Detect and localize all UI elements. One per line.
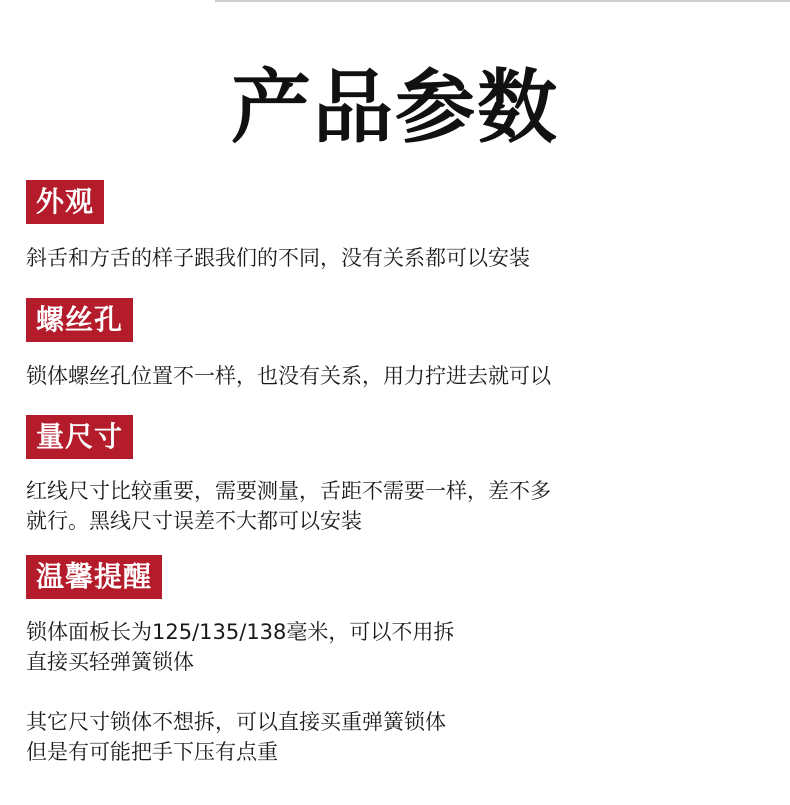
body-line: 直接买轻弹簧锁体: [26, 650, 194, 674]
top-divider: [215, 0, 790, 2]
section-label-screw-holes: 螺丝孔: [26, 298, 133, 342]
section-body-reminder: [26, 617, 766, 767]
section-label-appearance: 外观: [26, 180, 104, 224]
body-line: 但是有可能把手下压有点重: [26, 740, 278, 764]
section-body-appearance: [26, 243, 766, 273]
body-line: 就行。黑线尺寸误差不大都可以安装: [26, 509, 362, 533]
section-body-screw-holes: [26, 361, 766, 391]
body-line: 锁体螺丝孔位置不一样，也没有关系，用力拧进去就可以: [26, 364, 551, 388]
section-label-measure: 量尺寸: [26, 415, 133, 459]
body-line: 红线尺寸比较重要，需要测量，舌距不需要一样，差不多: [26, 479, 551, 503]
body-line: 锁体面板长为125/135/138毫米，可以不用拆: [26, 620, 455, 644]
body-line: 其它尺寸锁体不想拆，可以直接买重弹簧锁体: [26, 710, 446, 734]
paragraph-gap: [26, 677, 766, 707]
page-title: 产品参数: [231, 61, 559, 154]
body-line: 斜舌和方舌的样子跟我们的不同，没有关系都可以安装: [26, 246, 530, 270]
section-body-measure: [26, 476, 766, 536]
section-label-reminder: 温馨提醒: [26, 555, 162, 599]
